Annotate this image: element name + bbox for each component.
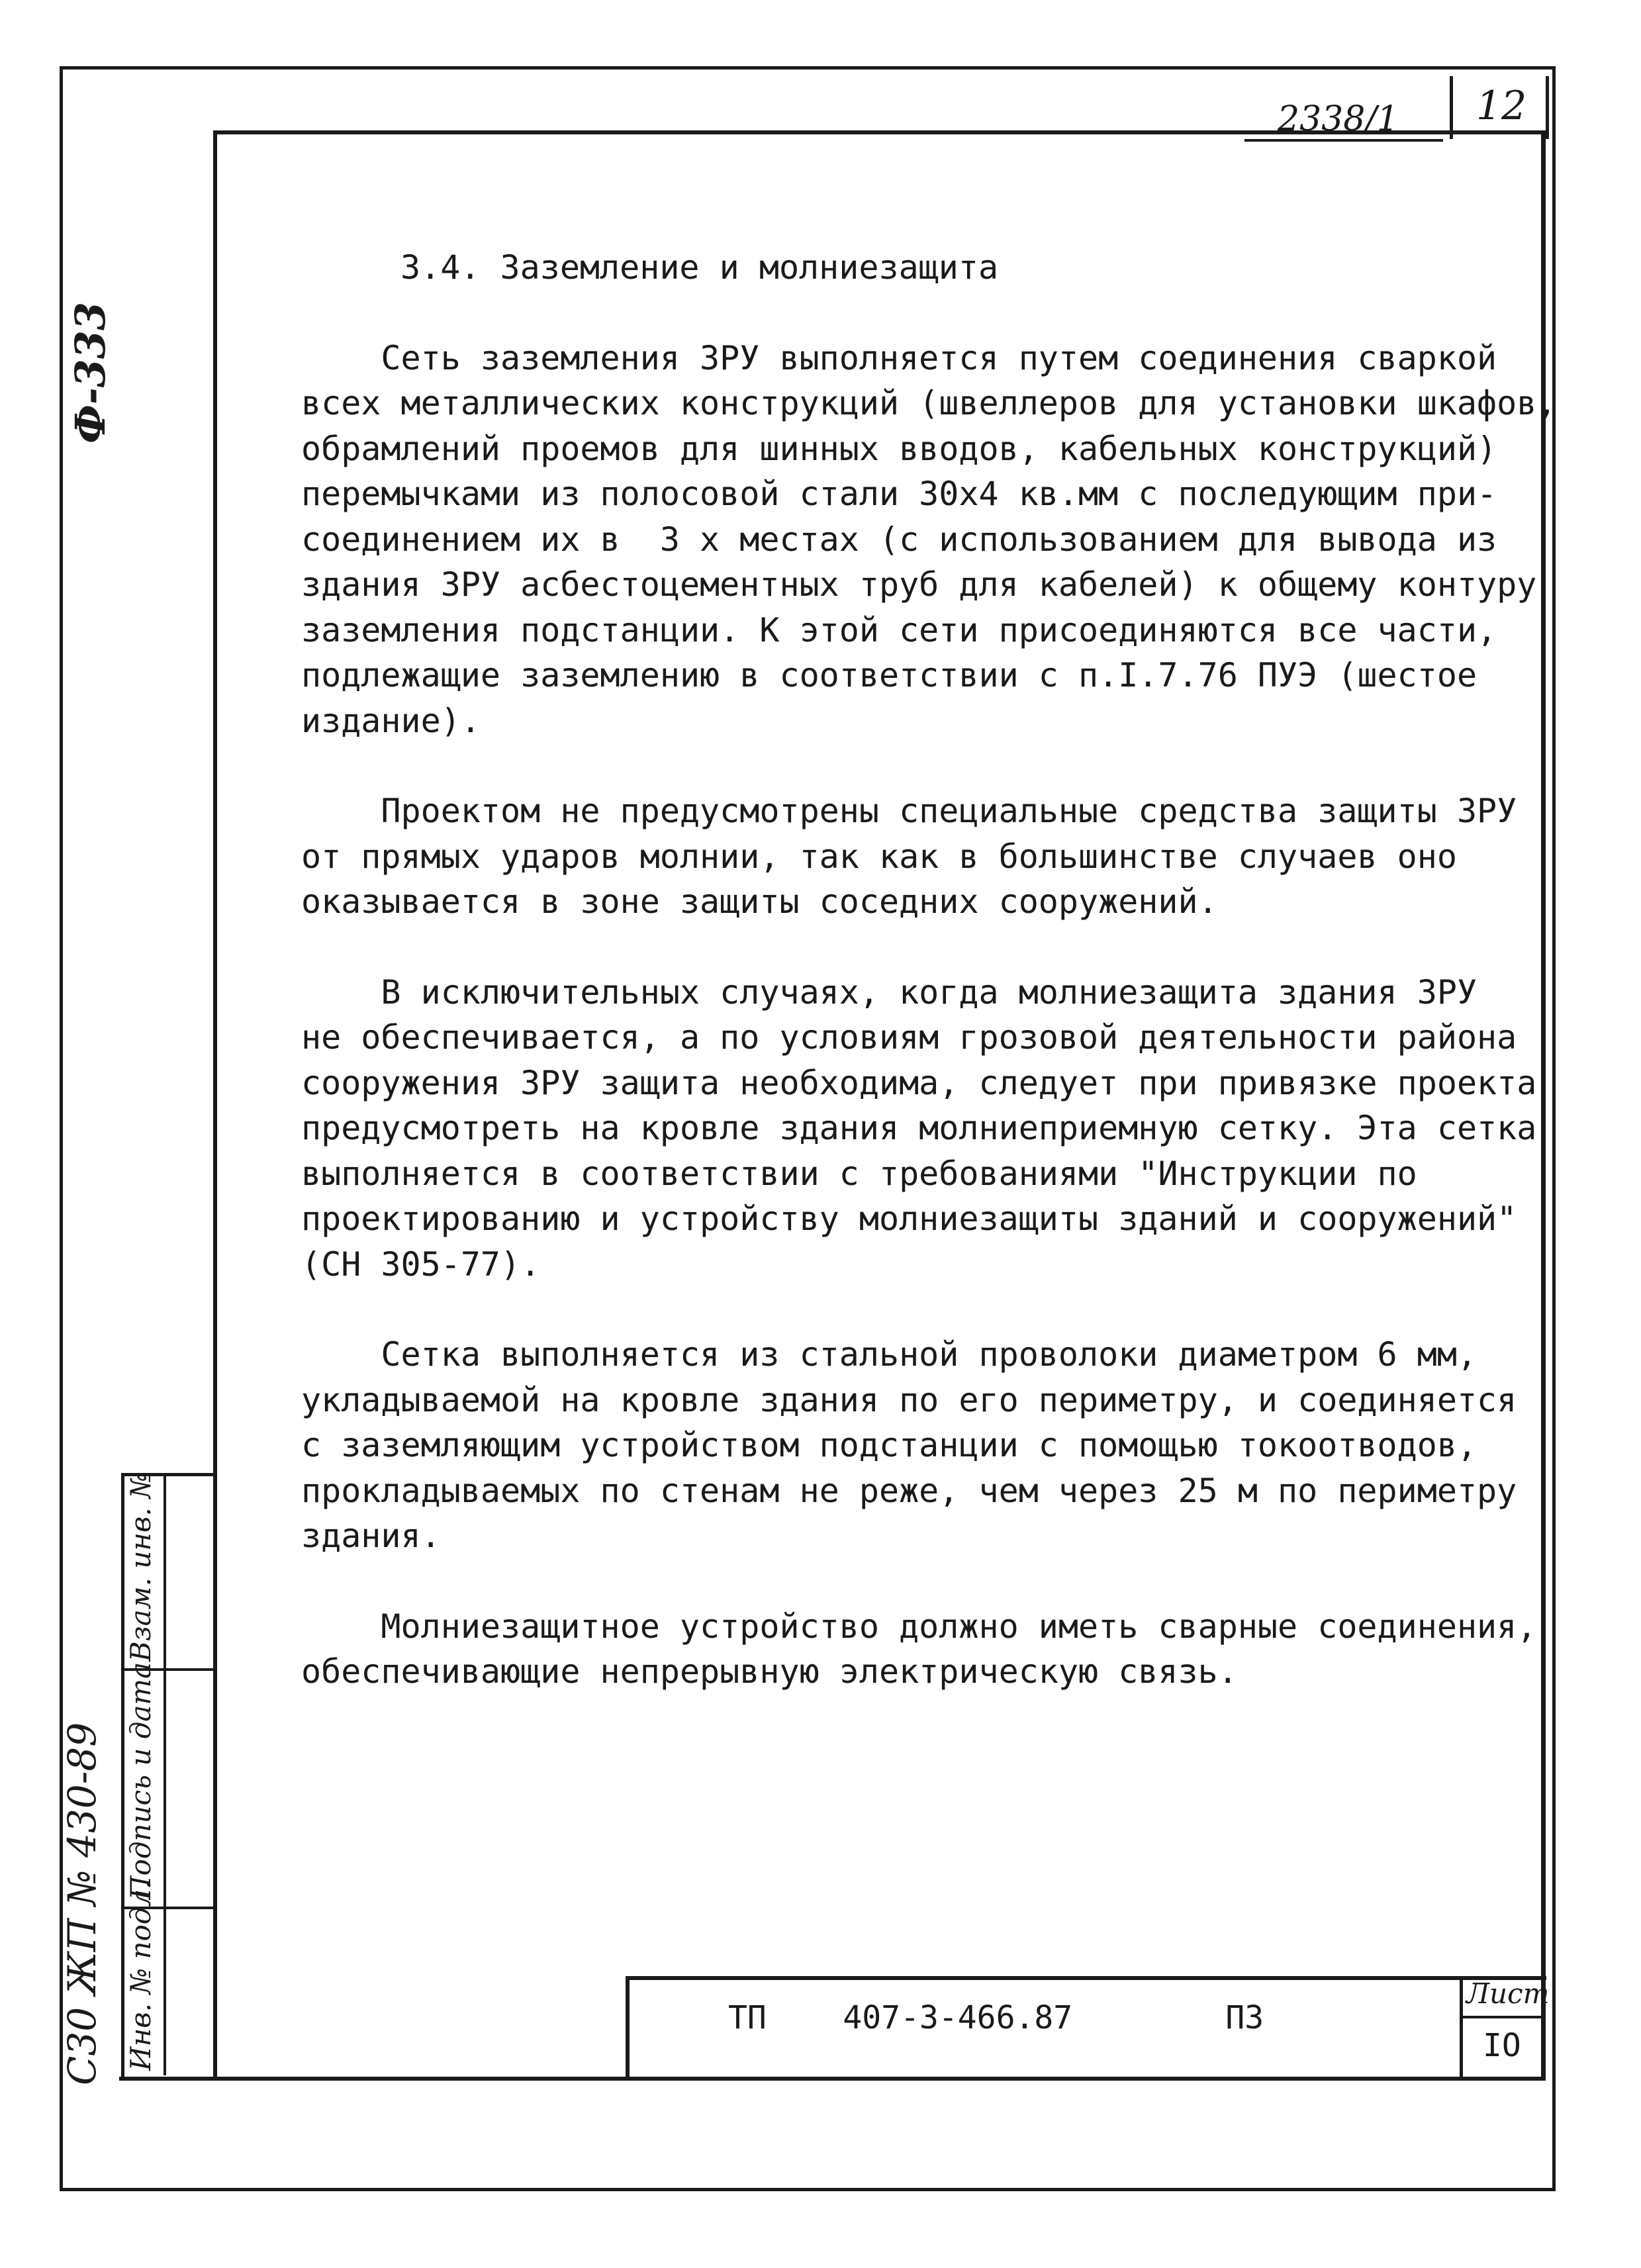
title-block-sheet-label: Лист bbox=[1466, 1977, 1550, 2010]
side-handwritten-note: С30 ЖП № 430-89 bbox=[60, 1722, 105, 2085]
document-body bbox=[301, 245, 1557, 1695]
paragraph: Молниезащитное устройство должно иметь сварные соединения, обеспечивающие непрерывную электрическую связь. bbox=[301, 1607, 1537, 1691]
form-code: Ф-333 bbox=[66, 302, 115, 444]
paragraph: Сеть заземления ЗРУ выполняется путем соединения сваркой всех металлических конструкций (швеллеров для установки шкафов, обрамлений проемов для шинных вводов, кабельных конструкций) перемычками из полосовой стали 30х4 кв.мм с последующим при- соединением их в 3 х местах (с использованием для вывода из здания ЗРУ асбестоцементных труб для кабелей) к общему контуру заземления подстанции. К этой сети присоединяются все части, подлежащие заземлению в соответствии с п.I.7.76 ПУЭ (шестое издание). bbox=[301, 338, 1557, 740]
side-stamp-label: Взам. инв. № bbox=[124, 1472, 157, 1662]
document-number: 2338/1 bbox=[1278, 99, 1399, 139]
side-stamp-label: Подпись и дата bbox=[124, 1662, 157, 1900]
paragraph: Сетка выполняется из стальной проволоки диаметром 6 мм, укладываемой на кровле здания по его периметру, и соединяется с заземляющим устройством подстанции с помощью токоотводов, прокладываемых по стенам не реже, чем через 25 м по периметру здания. bbox=[301, 1335, 1517, 1555]
sheet-number: 12 bbox=[1476, 83, 1527, 129]
side-stamp-column-divider bbox=[164, 1473, 166, 2075]
side-stamp-label: Инв. № подл. bbox=[124, 1880, 157, 2071]
document-number-underline bbox=[1244, 139, 1443, 142]
paragraph: Проектом не предусмотрены специальные средства защиты ЗРУ от прямых ударов молнии, так как в большинстве случаев оно оказывается в зоне защиты соседних сооружений. bbox=[301, 792, 1517, 921]
paragraph: В исключительных случаях, когда молниезащита здания ЗРУ не обеспечивается, а по условиям грозовой деятельности района сооружения ЗРУ защита необходима, следует при привязке проекта предусмотреть на кровле здания молниеприемную сетку. Эта сетка выполняется в соответствии с требованиями "Инструкции по проектированию и устройству молниезащиты зданий и сооружений" (СН 305-77). bbox=[301, 972, 1537, 1284]
title-block-code: ТП 407-3-466.87 ПЗ bbox=[728, 1999, 1264, 2036]
section-heading: 3.4. Заземление и молниезащита bbox=[400, 248, 999, 287]
title-block-sheet-value: IO bbox=[1483, 2027, 1521, 2064]
title-block-sheet-divider bbox=[1460, 2016, 1542, 2018]
